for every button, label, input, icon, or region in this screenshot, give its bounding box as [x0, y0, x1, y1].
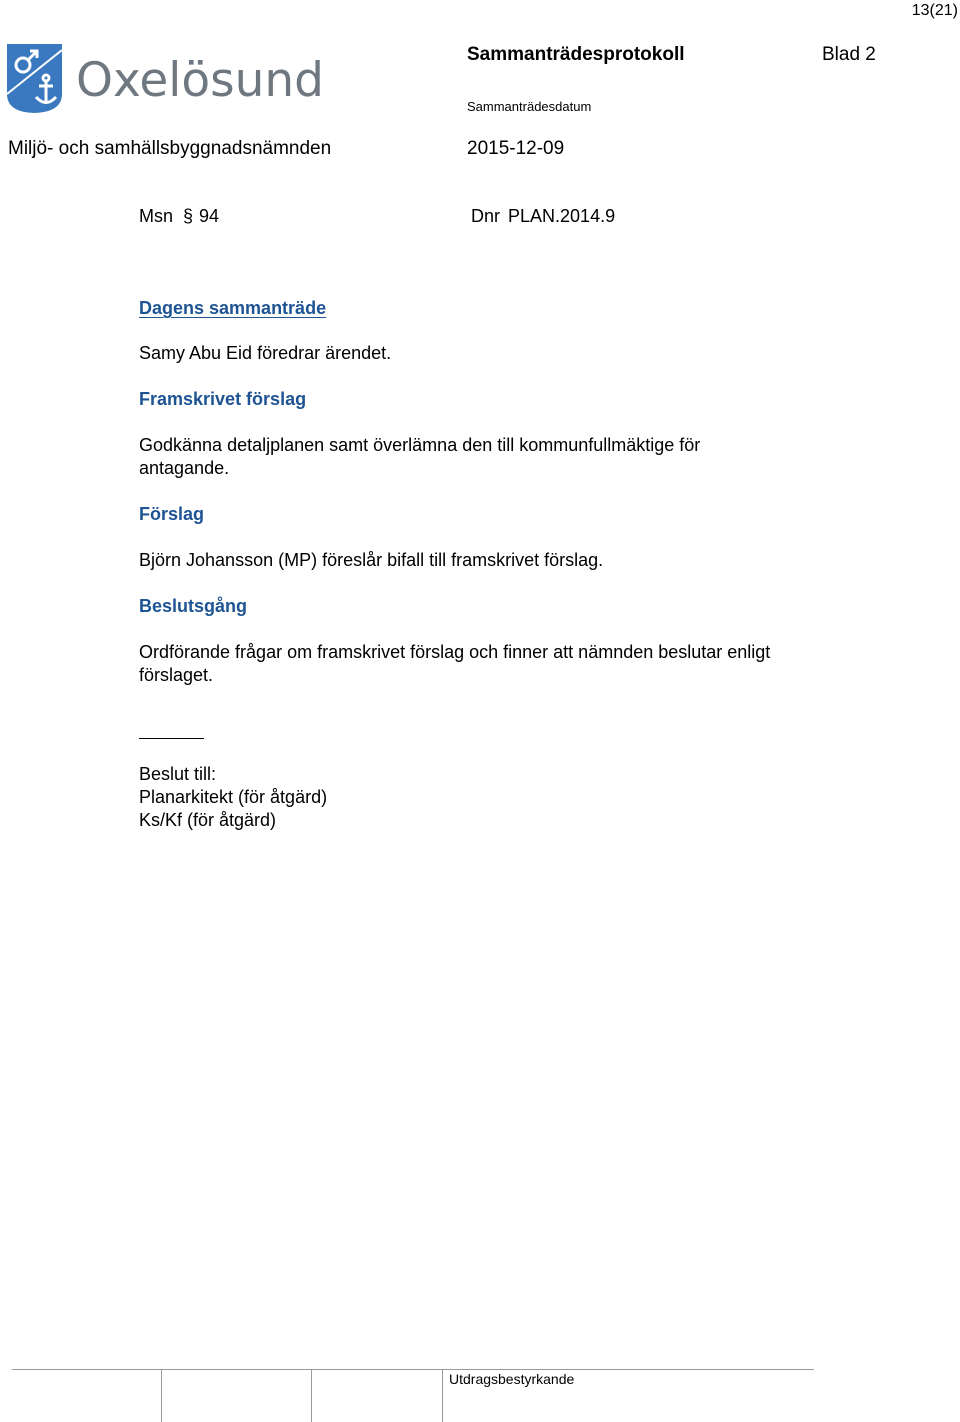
paragraph-number: 94: [199, 206, 220, 226]
signature-box-divider: [311, 1370, 312, 1422]
separator-rule: [139, 738, 204, 739]
case-number-value: PLAN.2014.9: [508, 206, 616, 226]
proposal-line: antagande.: [139, 458, 230, 478]
committee-name: Miljö- och samhällsbyggnadsnämnden: [8, 138, 332, 159]
page-number: 13(21): [911, 2, 958, 19]
motion-heading: Förslag: [139, 504, 205, 524]
section-symbol: §: [183, 206, 194, 226]
procedure-heading: Beslutsgång: [139, 596, 248, 616]
decision-recipient: Ks/Kf (för åtgärd): [139, 810, 277, 830]
paragraph-reference: [139, 206, 219, 227]
meeting-date-label: Sammanträdesdatum: [467, 99, 592, 114]
protocol-body: [139, 297, 879, 832]
signature-box-divider: [161, 1370, 162, 1422]
certification-label: Utdragsbestyrkande: [449, 1371, 575, 1387]
municipality-logo: [6, 42, 326, 114]
sheet-number: Blad 2: [822, 44, 876, 65]
meeting-text: Samy Abu Eid föredrar ärendet.: [139, 343, 392, 363]
meeting-date: 2015-12-09: [467, 138, 565, 159]
meeting-heading: Dagens sammanträde: [139, 298, 327, 318]
proposal-heading: Framskrivet förslag: [139, 389, 307, 409]
protocol-title: Sammanträdesprotokoll: [467, 44, 685, 65]
decision-recipients-label: Beslut till:: [139, 764, 217, 784]
proposal-line: Godkänna detaljplanen samt överlämna den till kommunfullmäktige för: [139, 435, 701, 455]
case-number-label: Dnr: [471, 206, 501, 226]
footer-rule: [12, 1369, 814, 1370]
committee-abbreviation: Msn: [139, 206, 174, 226]
procedure-line: Ordförande frågar om framskrivet förslag och finner att nämnden beslutar enligt: [139, 642, 771, 662]
case-number: [471, 206, 615, 227]
decision-recipient: Planarkitekt (för åtgärd): [139, 787, 328, 807]
procedure-line: förslaget.: [139, 665, 214, 685]
logo-wordmark: Oxelösund: [76, 53, 324, 108]
signature-box-divider: [442, 1370, 443, 1422]
motion-text: Björn Johansson (MP) föreslår bifall till framskrivet förslag.: [139, 550, 604, 570]
